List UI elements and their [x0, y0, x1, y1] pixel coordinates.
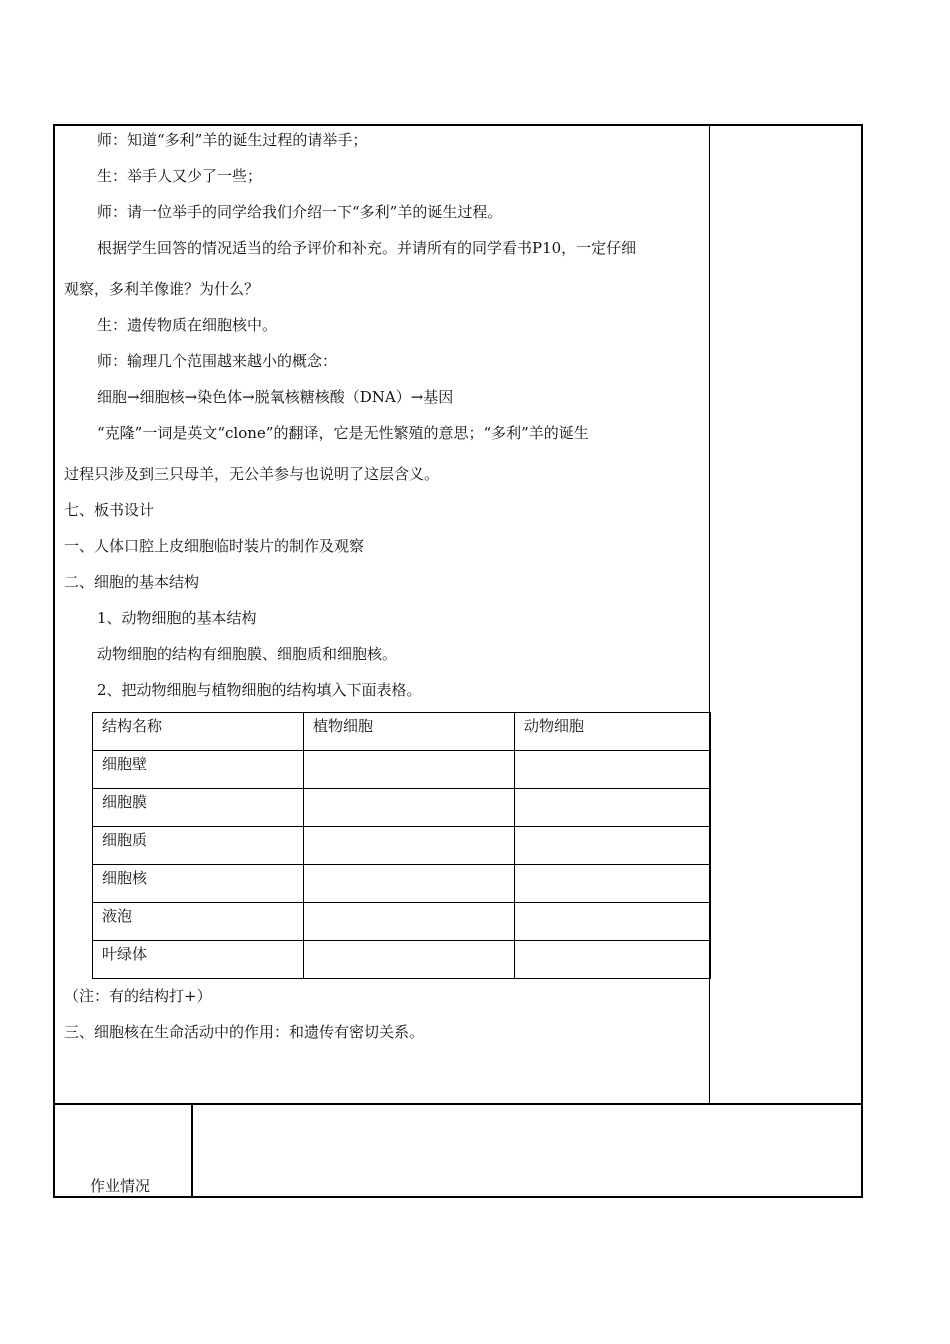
table-note: （注：有的结构打+） [64, 987, 212, 1005]
homework-label: 作业情况 [90, 1177, 151, 1195]
plant-cell-input [304, 789, 515, 827]
sub-item-1: 1、动物细胞的基本结构 [97, 609, 257, 627]
row-label: 细胞壁 [93, 751, 304, 789]
board-item-1: 一、人体口腔上皮细胞临时装片的制作及观察 [64, 537, 365, 555]
animal-cell-input [515, 827, 711, 865]
animal-cell-input [515, 941, 711, 979]
animal-cell-input [515, 751, 711, 789]
plant-cell-input [304, 751, 515, 789]
paragraph-line-1: 根据学生回答的情况适当的给予评价和补充。并请所有的同学看书P10，一定仔细 [97, 239, 637, 257]
row-label: 液泡 [93, 903, 304, 941]
row-label: 细胞膜 [93, 789, 304, 827]
table-row [93, 751, 711, 789]
board-item-2: 二、细胞的基本结构 [64, 573, 200, 591]
board-item-3: 三、细胞核在生命活动中的作用：和遗传有密切关系。 [64, 1023, 425, 1041]
table-row [93, 789, 711, 827]
animal-cell-input [515, 789, 711, 827]
plant-cell-input [304, 903, 515, 941]
plant-cell-input [304, 827, 515, 865]
table-row [93, 903, 711, 941]
table-row [93, 941, 711, 979]
dialogue-line-3: 师：请一位举手的同学给我们介绍一下“多利”羊的诞生过程。 [97, 203, 503, 221]
row-label: 叶绿体 [93, 941, 304, 979]
header-structure-name: 结构名称 [93, 713, 304, 751]
table-row [93, 865, 711, 903]
homework-label-divider [191, 1104, 193, 1196]
row-label: 细胞核 [93, 865, 304, 903]
animal-cell-input [515, 865, 711, 903]
dialogue-line-5: 师：输理几个范围越来越小的概念： [97, 352, 338, 370]
sub-item-2: 2、把动物细胞与植物细胞的结构填入下面表格。 [97, 681, 422, 699]
dialogue-line-1: 师：知道“多利”羊的诞生过程的请举手； [97, 131, 368, 149]
dialogue-line-2: 生：举手人又少了一些； [97, 167, 263, 185]
paragraph-line-2: 观察，多利羊像谁？为什么？ [64, 280, 260, 298]
clone-line-1: “克隆”一词是英文“clone”的翻译，它是无性繁殖的意思；“多利”羊的诞生 [97, 424, 589, 442]
board-design-heading: 七、板书设计 [64, 501, 155, 519]
concept-chain: 细胞→细胞核→染色体→脱氧核糖核酸（DNA）→基因 [97, 388, 454, 406]
homework-row-divider [55, 1103, 861, 1105]
table-row [93, 827, 711, 865]
header-animal-cell: 动物细胞 [515, 713, 711, 751]
table-header-row [93, 713, 711, 751]
plant-cell-input [304, 865, 515, 903]
animal-cell-input [515, 903, 711, 941]
cell-structure-table [92, 712, 711, 979]
header-plant-cell: 植物细胞 [304, 713, 515, 751]
row-label: 细胞质 [93, 827, 304, 865]
sub-item-1-text: 动物细胞的结构有细胞膜、细胞质和细胞核。 [97, 645, 398, 663]
plant-cell-input [304, 941, 515, 979]
dialogue-line-4: 生：遗传物质在细胞核中。 [97, 316, 278, 334]
clone-line-2: 过程只涉及到三只母羊，无公羊参与也说明了这层含义。 [64, 465, 440, 483]
